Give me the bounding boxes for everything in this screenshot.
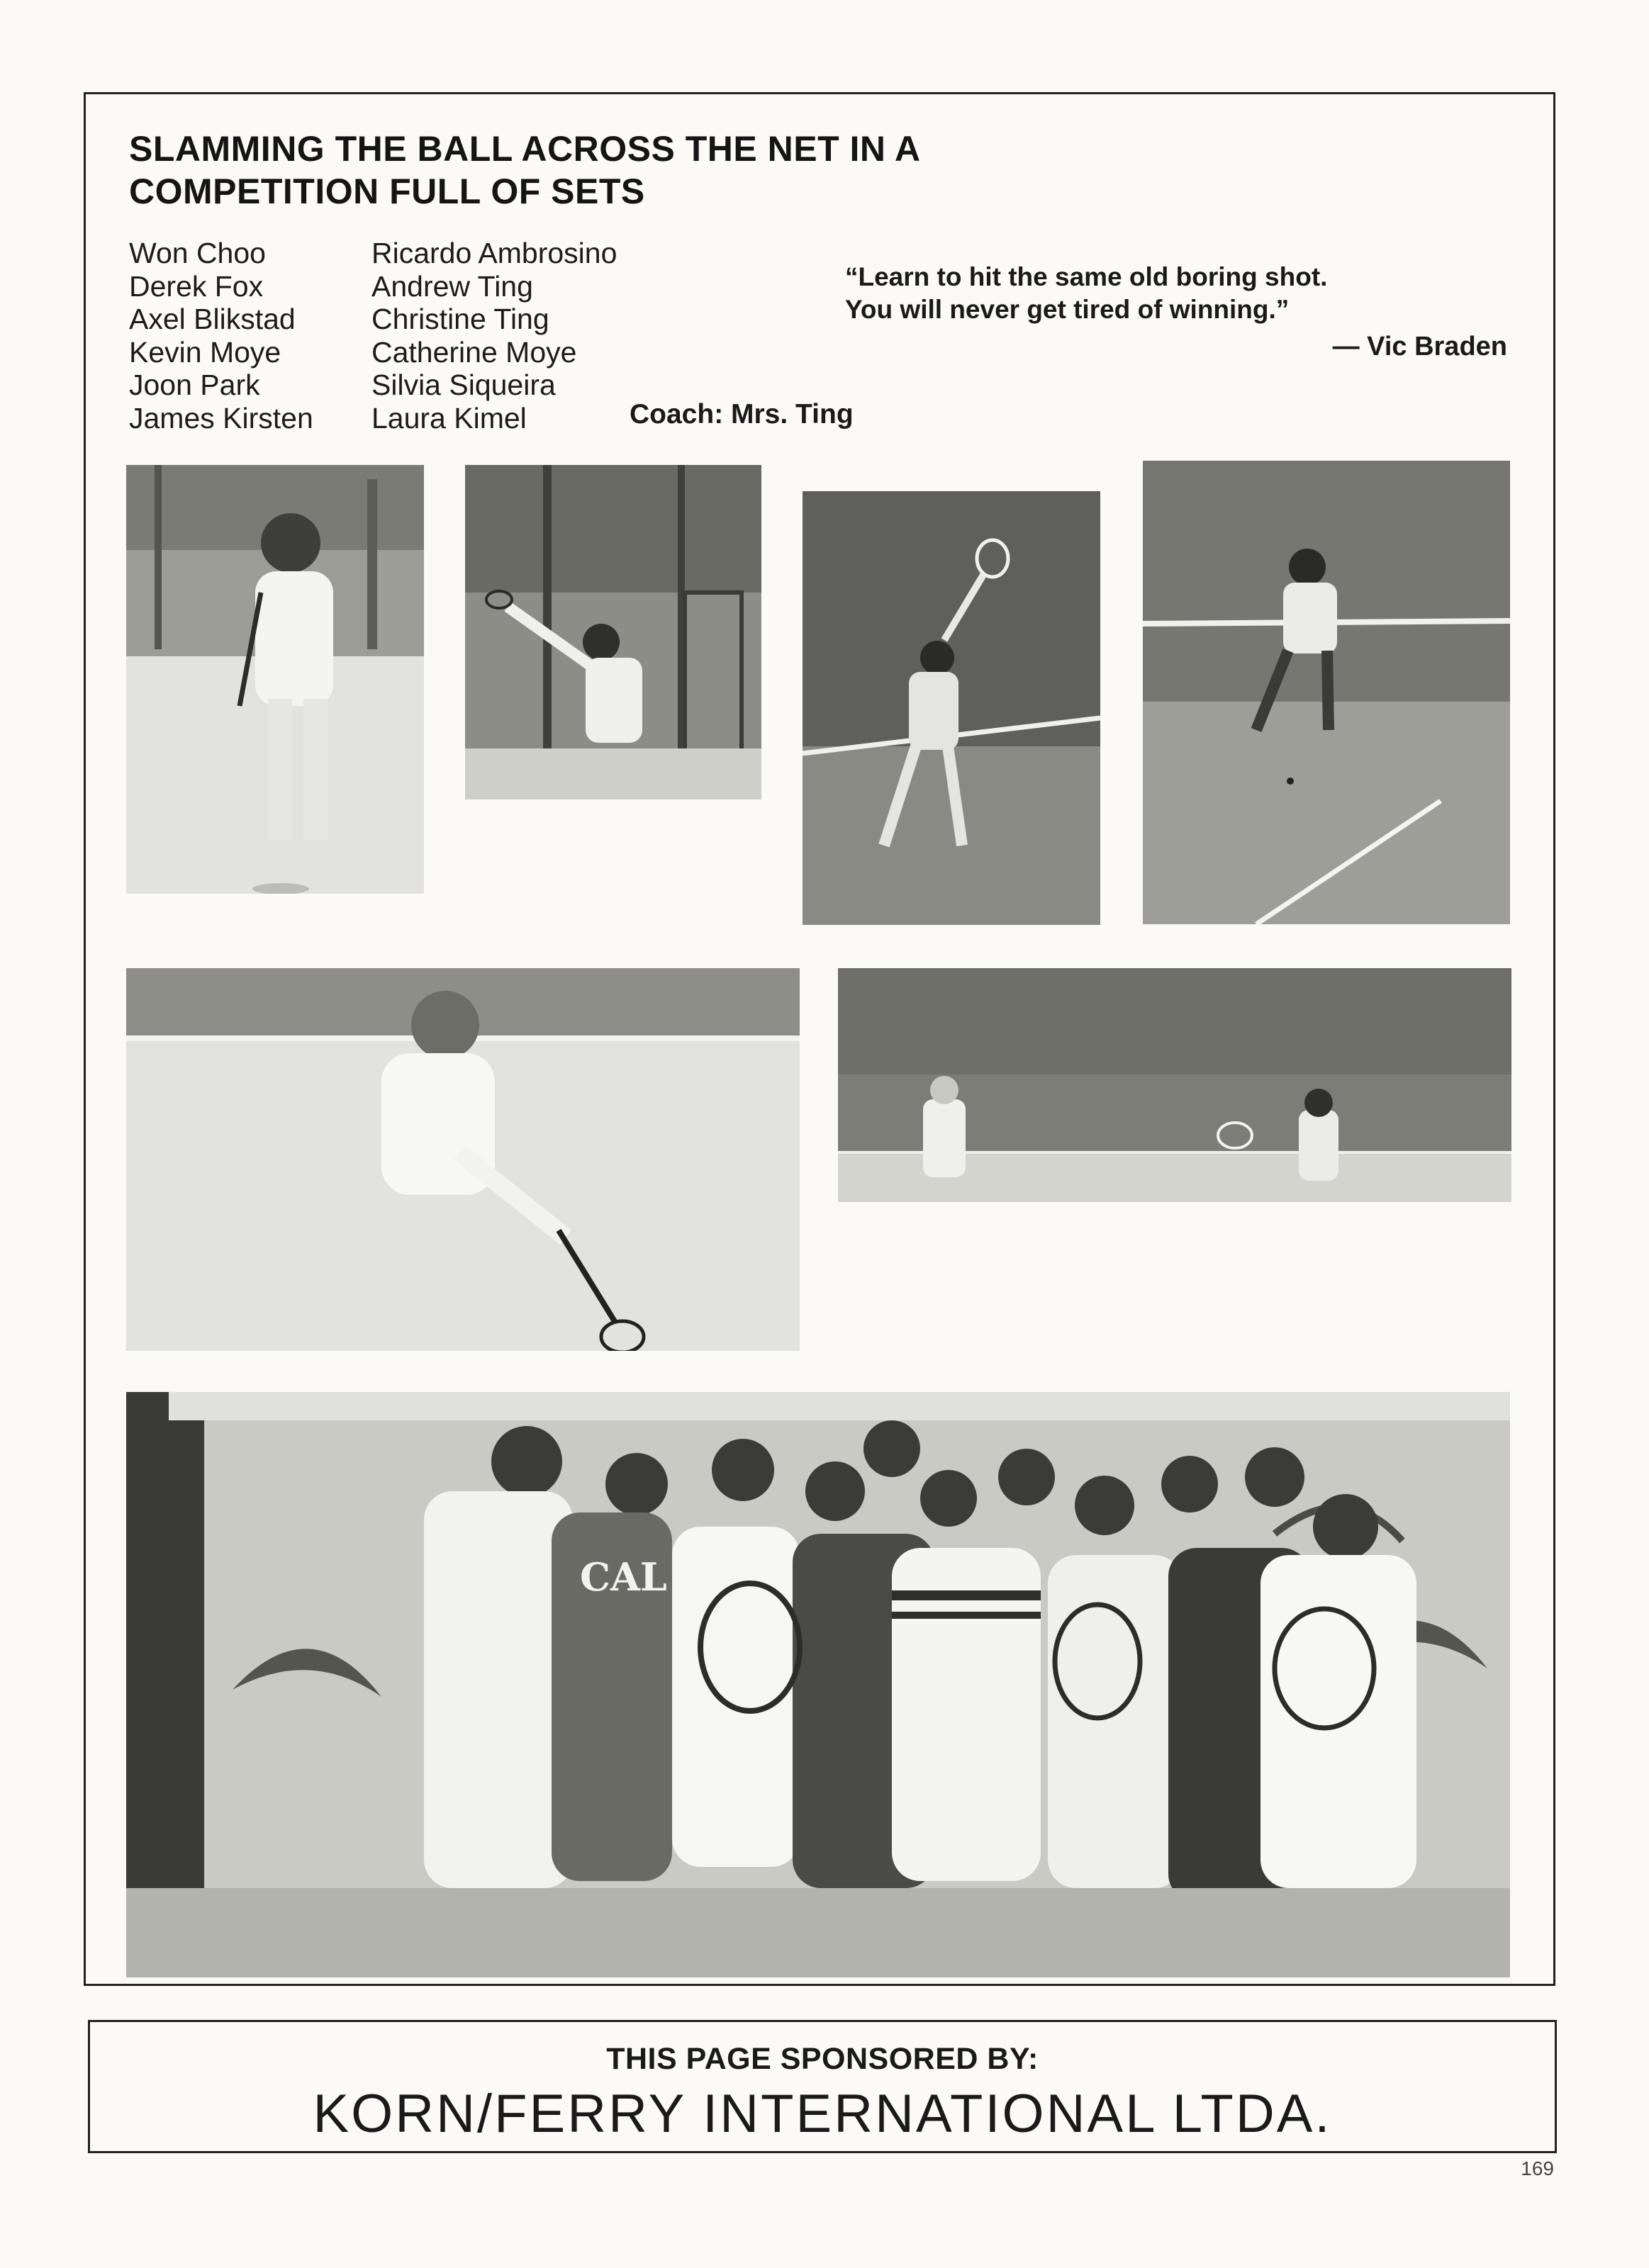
quote xyxy=(845,261,1327,326)
roster-name: James Kirsten xyxy=(129,401,313,434)
photo-two-players xyxy=(838,968,1511,1202)
headline-line-1: SLAMMING THE BALL ACROSS THE NET IN A xyxy=(129,129,921,169)
roster-name: Laura Kimel xyxy=(371,401,527,434)
page-number: 169 xyxy=(1521,2157,1554,2179)
photo-player-at-net xyxy=(1143,461,1510,924)
roster-name: Won Choo xyxy=(129,237,266,269)
roster-name: Axel Blikstad xyxy=(129,303,296,335)
roster-name: Derek Fox xyxy=(129,269,264,303)
roster-name: Silvia Siqueira xyxy=(371,369,556,401)
roster-name: Andrew Ting xyxy=(371,269,533,303)
roster-name: Joon Park xyxy=(129,369,260,401)
photo-player-overhead xyxy=(465,465,761,799)
sponsor-label: THIS PAGE SPONSORED BY: xyxy=(606,2042,1039,2076)
roster-name: Kevin Moye xyxy=(129,335,281,369)
roster-column-1 xyxy=(129,237,313,434)
photo-player-forehand xyxy=(126,465,424,894)
roster-name: Christine Ting xyxy=(371,303,549,335)
headline xyxy=(129,128,921,213)
quote-line-2: You will never get tired of winning.” xyxy=(845,295,1290,324)
headline-line-2: COMPETITION FULL OF SETS xyxy=(129,172,645,211)
coach-credit: Coach: Mrs. Ting xyxy=(630,399,854,430)
photo-player-serving xyxy=(803,491,1100,925)
roster-column-2 xyxy=(371,237,617,434)
team-shirt-text: CAL xyxy=(580,1554,667,1600)
photo-player-backhand xyxy=(126,968,800,1351)
quote-author: — Vic Braden xyxy=(1332,332,1507,361)
sponsor-name: KORN/FERRY INTERNATIONAL LTDA. xyxy=(313,2084,1332,2144)
roster-name: Catherine Moye xyxy=(371,335,577,369)
roster-name: Ricardo Ambrosino xyxy=(371,237,617,269)
quote-line-1: “Learn to hit the same old boring shot. xyxy=(845,262,1328,291)
photo-team-group xyxy=(126,1392,1510,1977)
sponsor-box xyxy=(88,2020,1557,2153)
